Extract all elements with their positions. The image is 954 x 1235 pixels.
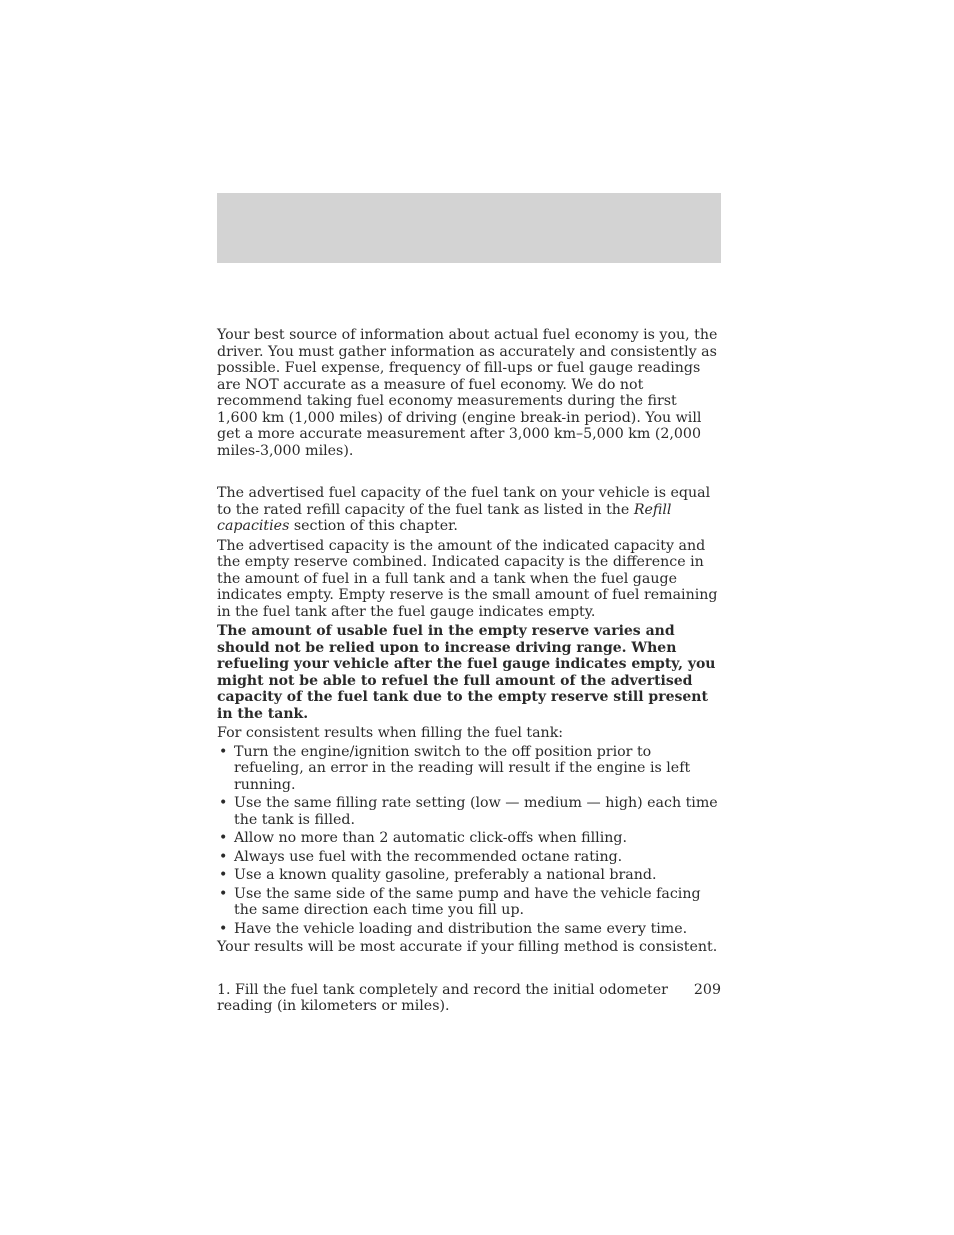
bullet-glyph: • (219, 795, 228, 811)
list-item (217, 744, 721, 794)
list-item (217, 830, 721, 847)
filling-tips-list (217, 744, 721, 938)
list-item-text: Turn the engine/ignition switch to the off position prior to refueling, an error in the reading will result if the engine is left running. (234, 743, 691, 793)
list-item-text: Use a known quality gasoline, preferably a national brand. (234, 867, 657, 883)
list-item-text: Use the same filling rate setting (low — medium — high) each time the tank is filled. (234, 795, 718, 828)
bullet-glyph: • (219, 920, 228, 937)
header-band (217, 193, 721, 263)
page-content (217, 327, 721, 1015)
list-item (217, 867, 721, 884)
bullet-glyph: • (219, 830, 228, 846)
bullet-glyph: • (219, 848, 228, 865)
page-number: 209 (693, 982, 721, 998)
list-item-text: Have the vehicle loading and distribution the same every time. (234, 920, 688, 937)
bullet-glyph: • (219, 743, 228, 760)
list-item-text: Use the same side of the same pump and have the vehicle facing the same direction each time you fill up. (234, 885, 701, 918)
refill-capacities-reference: Refill capacities (217, 501, 672, 534)
paragraph-fuel-economy-source: Your best source of information about actual fuel economy is you, the driver. You must gather information as accurately and consistently as possible. Fuel expense, frequency of fill-ups or fuel gauge readings are NOT accurate as a measure of fuel economy. We do not recommend taking fuel economy measurements during the first 1,600 km (1,000 miles) of driving (engine break-in period). You will get a more accurate measurement after 3,000 km–5,000 km (2,000 miles-3,000 miles). (217, 327, 718, 459)
warning-empty-reserve: The amount of usable fuel in the empty reserve varies and should not be relied upon to increase driving range. When refueling your vehicle after the fuel gauge indicates empty, you might not be able to refuel the full amount of the advertised capacity of the fuel tank due to the empty reserve still present in the tank. (217, 623, 716, 722)
advertised-capacity-text-a: The advertised fuel capacity of the fuel tank on your vehicle is equal to the rated refill capacity of the fuel tank as listed in the (217, 485, 711, 518)
list-item (217, 795, 721, 828)
paragraph-advertised-capacity (217, 485, 721, 535)
list-item-text: Always use fuel with the recommended octane rating. (234, 848, 623, 865)
list-item (217, 849, 721, 866)
paragraph-empty-reserve: The advertised capacity is the amount of the indicated capacity and the empty reserve combined. Indicated capacity is the difference in the amount of fuel in a full tank and a tank when the fuel gauge indicates empty. Empty reserve is the small amount of fuel remaining in the fuel tank after the fuel gauge indicates empty. (217, 537, 718, 620)
paragraph-accuracy-note: Your results will be most accurate if your filling method is consistent. (217, 939, 718, 955)
bullet-glyph: • (219, 885, 228, 902)
advertised-capacity-text-b: section of this chapter. (289, 518, 458, 534)
bullet-glyph: • (219, 867, 228, 883)
list-item-text: Allow no more than 2 automatic click-offs when filling. (234, 830, 627, 846)
list-item (217, 921, 721, 938)
step-1-fill-tank: 1. Fill the fuel tank completely and record the initial odometer reading (in kilometers or miles). (217, 981, 668, 1014)
list-item (217, 886, 721, 919)
paragraph-consistent-results-intro: For consistent results when filling the fuel tank: (217, 725, 564, 741)
